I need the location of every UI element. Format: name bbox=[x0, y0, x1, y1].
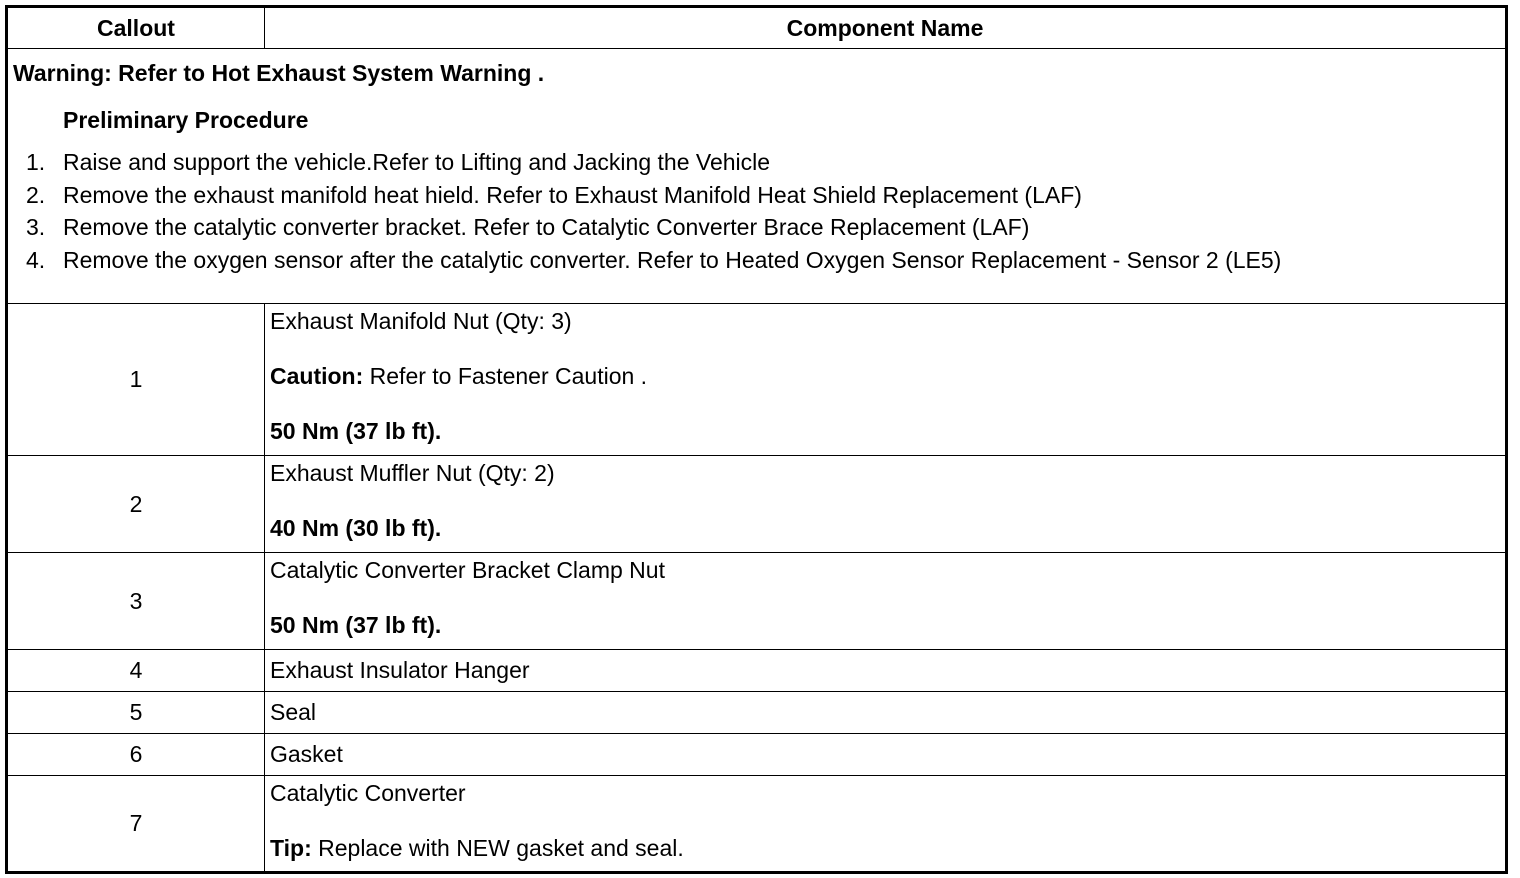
component-name: Seal bbox=[265, 692, 1507, 734]
torque-spec: 40 Nm (30 lb ft). bbox=[270, 515, 442, 541]
table-row bbox=[7, 692, 1507, 734]
callout-number: 3 bbox=[7, 553, 265, 650]
component-name-header: Component Name bbox=[265, 7, 1507, 49]
table-row bbox=[7, 553, 1507, 650]
procedure-step bbox=[8, 211, 1505, 244]
component-cell bbox=[265, 304, 1507, 456]
step-text: Remove the catalytic converter bracket. Refer to Catalytic Converter Brace Replacement (LAF) bbox=[63, 214, 1030, 240]
preliminary-cell bbox=[7, 49, 1507, 304]
preliminary-procedure-title: Preliminary Procedure bbox=[63, 107, 309, 133]
tip-note bbox=[270, 835, 1505, 861]
component-name: Exhaust Insulator Hanger bbox=[265, 650, 1507, 692]
table-row bbox=[7, 734, 1507, 776]
component-name: Exhaust Muffler Nut (Qty: 2) bbox=[270, 460, 555, 486]
step-text: Remove the exhaust manifold heat hield. Refer to Exhaust Manifold Heat Shield Replacement (LAF) bbox=[63, 181, 1082, 208]
warning-text: Warning: Refer to Hot Exhaust System Warning . bbox=[13, 60, 545, 86]
table-row bbox=[7, 776, 1507, 873]
component-table bbox=[5, 5, 1508, 874]
table-row bbox=[7, 650, 1507, 692]
note-text: Replace with NEW gasket and seal. bbox=[311, 835, 684, 861]
step-text: Remove the oxygen sensor after the catalytic converter. Refer to Heated Oxygen Sensor Replacement - Sensor 2 (LE5) bbox=[63, 246, 1282, 273]
procedure-step bbox=[8, 146, 1505, 179]
step-number: 4. bbox=[26, 246, 46, 273]
preliminary-row bbox=[7, 49, 1507, 304]
torque-spec: 50 Nm (37 lb ft). bbox=[270, 612, 442, 638]
table-row bbox=[7, 304, 1507, 456]
note-text: Refer to Fastener Caution . bbox=[363, 363, 648, 389]
caution-note bbox=[270, 363, 1505, 389]
callout-number: 2 bbox=[7, 456, 265, 553]
callout-header: Callout bbox=[7, 7, 265, 49]
component-cell bbox=[265, 776, 1507, 873]
callout-number: 7 bbox=[7, 776, 265, 873]
procedure-step bbox=[8, 244, 1505, 277]
procedure-steps bbox=[8, 146, 1505, 276]
step-text: Raise and support the vehicle.Refer to Lifting and Jacking the Vehicle bbox=[63, 149, 771, 175]
note-label: Tip: bbox=[270, 835, 312, 861]
step-number: 2. bbox=[26, 181, 46, 208]
component-name: Exhaust Manifold Nut (Qty: 3) bbox=[270, 308, 572, 334]
note-label: Caution: bbox=[270, 363, 364, 389]
callout-number: 1 bbox=[7, 304, 265, 456]
header-row bbox=[7, 7, 1507, 49]
component-name: Catalytic Converter bbox=[270, 780, 466, 806]
callout-number: 4 bbox=[7, 650, 265, 692]
step-number: 3. bbox=[26, 214, 46, 240]
component-cell bbox=[265, 456, 1507, 553]
torque-spec: 50 Nm (37 lb ft). bbox=[270, 418, 442, 444]
procedure-step bbox=[8, 179, 1505, 212]
callout-number: 6 bbox=[7, 734, 265, 776]
component-name: Gasket bbox=[265, 734, 1507, 776]
table-row bbox=[7, 456, 1507, 553]
component-name: Catalytic Converter Bracket Clamp Nut bbox=[270, 557, 665, 583]
component-cell bbox=[265, 553, 1507, 650]
step-number: 1. bbox=[26, 149, 46, 175]
callout-number: 5 bbox=[7, 692, 265, 734]
